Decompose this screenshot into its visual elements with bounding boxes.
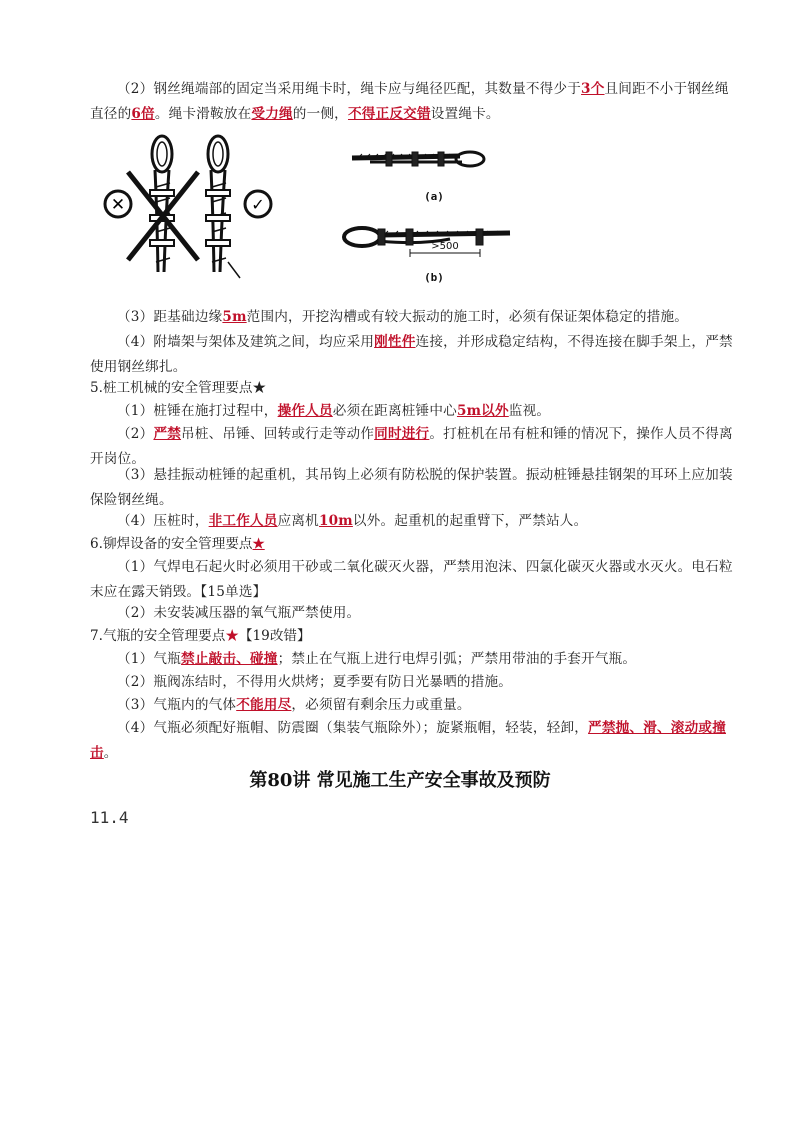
paragraph-wire-rope-clamps: （2）钢丝绳端部的固定当采用绳卡时，绳卡应与绳径匹配，其数量不得少于3个且间距不小于钢丝绳直径的6倍。绳卡滑鞍放在受力绳的一侧，不得正反交错设置绳卡。 (90, 81, 729, 122)
paragraph-cylinder-impact: （1）气瓶禁止敲击、碰撞；禁止在气瓶上进行电焊引弧；严禁用带油的手套开气瓶。 (117, 651, 637, 667)
paragraph-pile-pressing: （4）压桩时，非工作人员应离机10m以外。起重机的起重臂下，严禁站人。 (117, 513, 588, 529)
paragraph-vibratory-hammer: （3）悬挂振动桩锤的起重机，其吊钩上必须有防松脱的保护装置。振动桩锤悬挂钢架的耳环上应加装保险钢丝绳。 (90, 467, 733, 508)
clamp-comparison-figure (100, 132, 280, 282)
heading-gas-cylinders: 7.气瓶的安全管理要点★【19改错】 (90, 628, 311, 644)
wrong-icon (105, 191, 131, 217)
clamp-figure-b (340, 215, 515, 290)
rope-b (344, 228, 510, 257)
rope-a (352, 152, 484, 166)
label-a: (a) (424, 190, 444, 203)
heading-pile-machinery: 5.桩工机械的安全管理要点★ (90, 380, 267, 396)
paragraph-pile-hammer: （1）桩锤在施打过程中，操作人员必须在距离桩锤中心5m以外监视。 (117, 403, 551, 419)
paragraph-wall-attachment: （4）附墙架与架体及建筑之间，均应采用刚性件连接，并形成稳定结构，不得连接在脚手架上，严禁使用钢丝绑扎。 (90, 334, 733, 375)
right-icon (245, 191, 271, 217)
svg-text:✓: ✓ (251, 195, 265, 214)
paragraph-gas-not-exhausted: （3）气瓶内的气体不能用尽，必须留有剩余压力或重量。 (117, 697, 471, 713)
page-number: 11.4 (90, 808, 129, 827)
paragraph-prohibited-actions: （2）严禁吊桩、吊锤、回转或行走等动作同时进行。打桩机在吊有桩和锤的情况下，操作人员不得离开岗位。 (90, 426, 733, 467)
section-title: 第80讲 常见施工生产安全事故及预防 (249, 770, 551, 791)
heading-welding-equipment: 6.铆焊设备的安全管理要点★ (90, 536, 265, 552)
paragraph-cylinder-caps: （4）气瓶必须配好瓶帽、防震圈（集装气瓶除外）；旋紧瓶帽，轻装，轻卸，严禁抛、滑、滚动或撞击。 (90, 720, 726, 761)
measure-label: >500 (431, 241, 459, 252)
paragraph-foundation-edge: （3）距基础边缘5m范围内，开挖沟槽或有较大振动的施工时，必须有保证架体稳定的措施。 (117, 309, 689, 325)
svg-text:✕: ✕ (110, 195, 126, 215)
paragraph-oxygen-bottle: （2）未安装减压器的氧气瓶严禁使用。 (117, 605, 361, 621)
paragraph-carbide-fire: （1）气焊电石起火时必须用干砂或二氧化碳灭火器，严禁用泡沫、四氯化碳灭火器或水灭火。电石粒末应在露天销毁。【15单选】 (90, 559, 733, 600)
paragraph-valve-frozen: （2）瓶阀冻结时，不得用火烘烤；夏季要有防日光暴晒的措施。 (117, 674, 513, 690)
correct-clamp-rope (206, 136, 240, 278)
clamp-figure-a (350, 140, 490, 210)
label-b: (b) (424, 271, 444, 284)
